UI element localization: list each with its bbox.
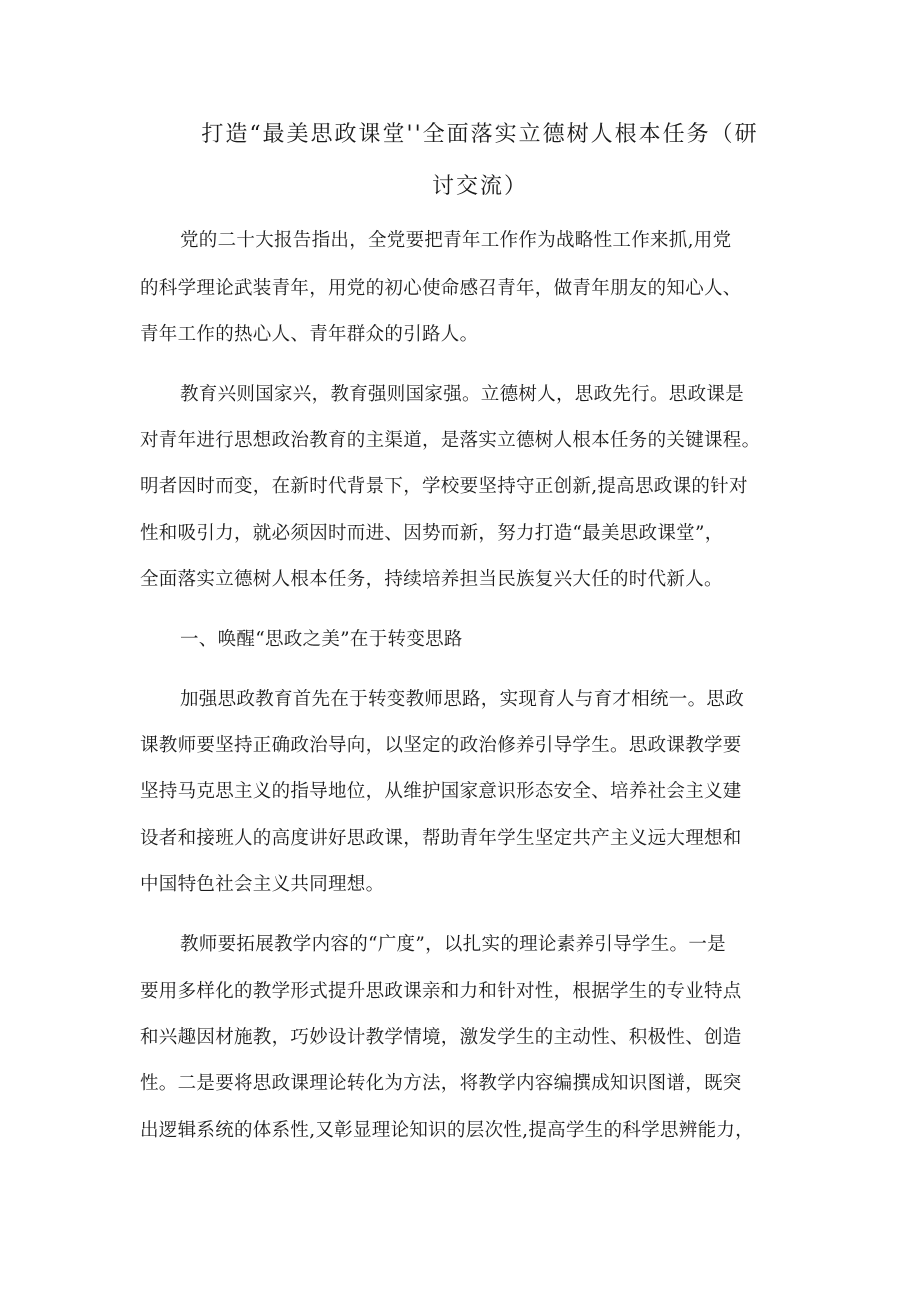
paragraph-line: 全面落实立德树人根本任务，持续培养担当民族复兴大任的时代新人。 (140, 569, 723, 590)
paragraph-line: 课教师要坚持正确政治导向，以坚定的政治修养引导学生。思政课教学要 (140, 735, 742, 756)
section-heading-text: 一、唤醒“思政之美”在于转变思路 (180, 629, 463, 650)
paragraph-line: 坚持马克思主义的指导地位，从维护国家意识形态安全、培养社会主义建 (140, 781, 742, 802)
paragraph-line: 明者因时而变，在新时代背景下，学校要坚持守正创新,提高思政课的针对 (140, 476, 748, 497)
paragraph-line: 党的二十大报告指出，全党要把青年工作作为战略性工作来抓,用党 (180, 230, 732, 251)
paragraph-line: 青年工作的热心人、青年群众的引路人。 (140, 324, 479, 345)
paragraph-line: 中国特色社会主义共同理想。 (140, 874, 385, 895)
paragraph-line: 设者和接班人的高度讲好思政课，帮助青年学生坚定共产主义远大理想和 (140, 828, 742, 849)
paragraph-line: 出逻辑系统的体系性,又彰显理论知识的层次性,提高学生的科学思辨能力， (140, 1120, 754, 1141)
paragraph-line: 教育兴则国家兴，教育强则国家强。立德树人，思政先行。思政课是 (180, 384, 745, 405)
paragraph-line: 要用多样化的教学形式提升思政课亲和力和针对性，根据学生的专业特点 (140, 981, 742, 1002)
paragraph-line: 和兴趣因材施教，巧妙设计教学情境，激发学生的主动性、积极性、创造 (140, 1027, 742, 1048)
paragraph-line: 性。二是要将思政课理论转化为方法，将教学内容编撰成知识图谱，既突 (140, 1073, 742, 1094)
paragraph-line: 对青年进行思想政治教育的主渠道，是落实立德树人根本任务的关键课程。 (140, 430, 761, 451)
paragraph-line: 性和吸引力，就必须因时而进、因势而新，努力打造“最美思政课堂”， (140, 523, 724, 544)
paragraph-line: 加强思政教育首先在于转变教师思路，实现育人与育才相统一。思政 (180, 689, 745, 710)
document-title-line-1: 打造“最美思政课堂''全面落实立德树人根本任务（研 (201, 122, 759, 147)
paragraph-line: 的科学理论武装青年，用党的初心使命感召青年，做青年朋友的知心人、 (140, 278, 742, 299)
document-title-line-2: 讨交流） (431, 174, 528, 199)
paragraph-line: 教师要拓展教学内容的“广度”，以扎实的理论素养引导学生。一是 (180, 934, 726, 955)
